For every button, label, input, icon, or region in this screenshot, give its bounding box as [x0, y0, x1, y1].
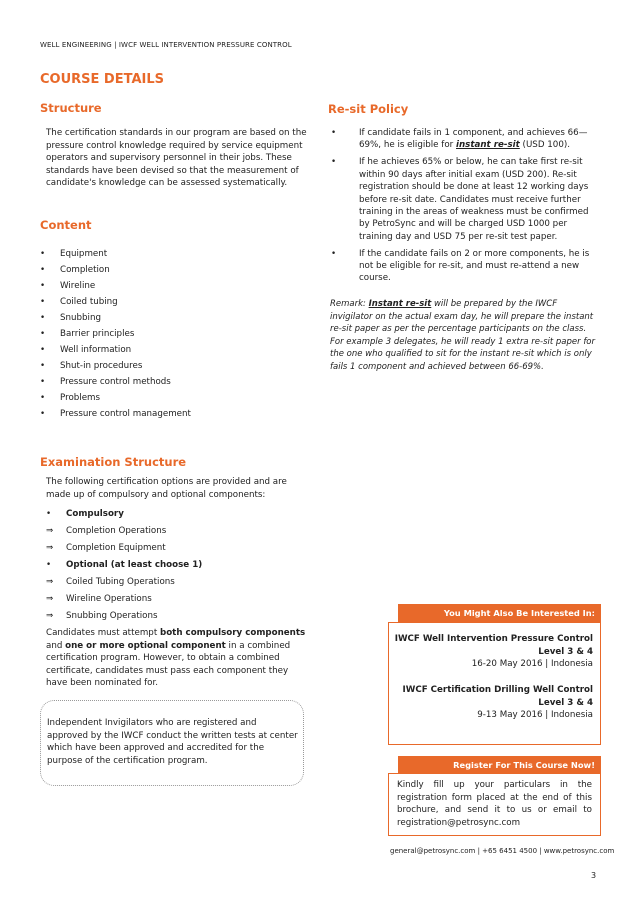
list-item: ⇒ Wireline Operations	[46, 594, 152, 604]
list-item: • If the candidate fails on 2 or more components, he is not be eligible for re-sit, and must re-attend a new course.	[331, 248, 590, 284]
course-level: Level 3 & 4	[538, 646, 593, 657]
list-item: ⇒ Completion Operations	[46, 526, 167, 536]
list-item: • Pressure control methods	[40, 377, 171, 387]
list-item: • If he achieves 65% or below, he can take first re-sit within 90 days after initial exam (USD 200). Re-sit registration should be done at least 12 working days before re-sit date. Candidates must receive further training in the areas of weakness must be confirmed by PetroSync and will be charged USD 1000 per training day and USD 75 per re-sit test paper.	[331, 157, 589, 242]
list-item: ⇒ Snubbing Operations	[46, 611, 158, 621]
interest-course-2	[393, 684, 593, 722]
course-date: 16-20 May 2016 | Indonesia	[471, 659, 593, 670]
course-name: IWCF Well Intervention Pressure Control	[394, 634, 593, 644]
list-item: • Compulsory	[46, 509, 124, 519]
list-item: • Snubbing	[40, 313, 101, 323]
list-item: • Wireline	[40, 281, 96, 291]
page-number: 3	[591, 871, 597, 880]
interest-box	[388, 622, 601, 745]
page-header: WELL ENGINEERING | IWCF WELL INTERVENTION PRESSURE CONTROL	[40, 41, 292, 49]
register-text: Kindly fill up your particulars in the registration form placed at the end of this brochure, and send it to us or email to registration@petrosync.com	[397, 780, 592, 828]
list-item: • Problems	[40, 393, 101, 403]
register-tab: Register For This Course Now!	[398, 756, 601, 774]
invigilators-text: Independent Invigilators who are registered and approved by the IWCF conduct the written tests at center which have been approved and accredited for the purpose of the certification program.	[47, 718, 298, 766]
footer-contact: general@petrosync.com | +65 6451 4500 | www.petrosync.com	[390, 847, 615, 855]
course-date: 9-13 May 2016 | Indonesia	[477, 710, 593, 721]
structure-text: The certification standards in our program are based on the pressure control knowledge required by service equipment operators and supervisory personnel in their jobs. These standards have been devised so that the measurement of candidate's knowledge can be assessed systematically.	[46, 128, 307, 189]
list-item: • Coiled tubing	[40, 297, 118, 307]
list-item: ⇒ Coiled Tubing Operations	[46, 577, 175, 587]
interest-course-1	[393, 633, 593, 671]
exam-heading: Examination Structure	[40, 455, 187, 469]
resit-list	[331, 127, 593, 289]
course-details-title: COURSE DETAILS	[40, 72, 165, 87]
exam-paragraph: Candidates must attempt both compulsory components and one or more optional component in a combined certification program. However, to obtain a combined certificate, candidates must pass each component they have been nominated for.	[46, 628, 306, 689]
list-item: ⇒ Completion Equipment	[46, 543, 166, 553]
list-item: • Pressure control management	[40, 409, 191, 419]
resit-heading: Re-sit Policy	[328, 102, 409, 116]
course-level: Level 3 & 4	[538, 697, 593, 708]
list-item: • Optional (at least choose 1)	[46, 560, 203, 570]
content-list	[40, 246, 290, 422]
register-box	[388, 773, 601, 836]
interest-tab: You Might Also Be Interested In:	[398, 604, 601, 622]
exam-list	[46, 506, 308, 625]
exam-intro: The following certification options are provided and are made up of compulsory and optional components:	[46, 477, 287, 500]
list-item: • If candidate fails in 1 component, and achieves 66—69%, he is eligible for instant re-sit (USD 100).	[331, 128, 588, 151]
list-item: • Barrier principles	[40, 329, 135, 339]
list-item: • Equipment	[40, 249, 108, 259]
structure-heading: Structure	[40, 101, 102, 115]
list-item: • Shut-in procedures	[40, 361, 143, 371]
list-item: • Well information	[40, 345, 132, 355]
course-name: IWCF Certification Drilling Well Control	[402, 685, 593, 695]
resit-remark: Remark: Instant re-sit will be prepared by the IWCF invigilator on the actual exam day, he will prepare the instant re-sit paper as per the percentage participants on the class. For example 3 delegates, he will ready 1 extra re-sit paper for the one who qualified to sit for the instant re-sit which is only fails 1 component and achieved between 66-69%.	[330, 299, 596, 372]
content-heading: Content	[40, 218, 92, 232]
list-item: • Completion	[40, 265, 110, 275]
